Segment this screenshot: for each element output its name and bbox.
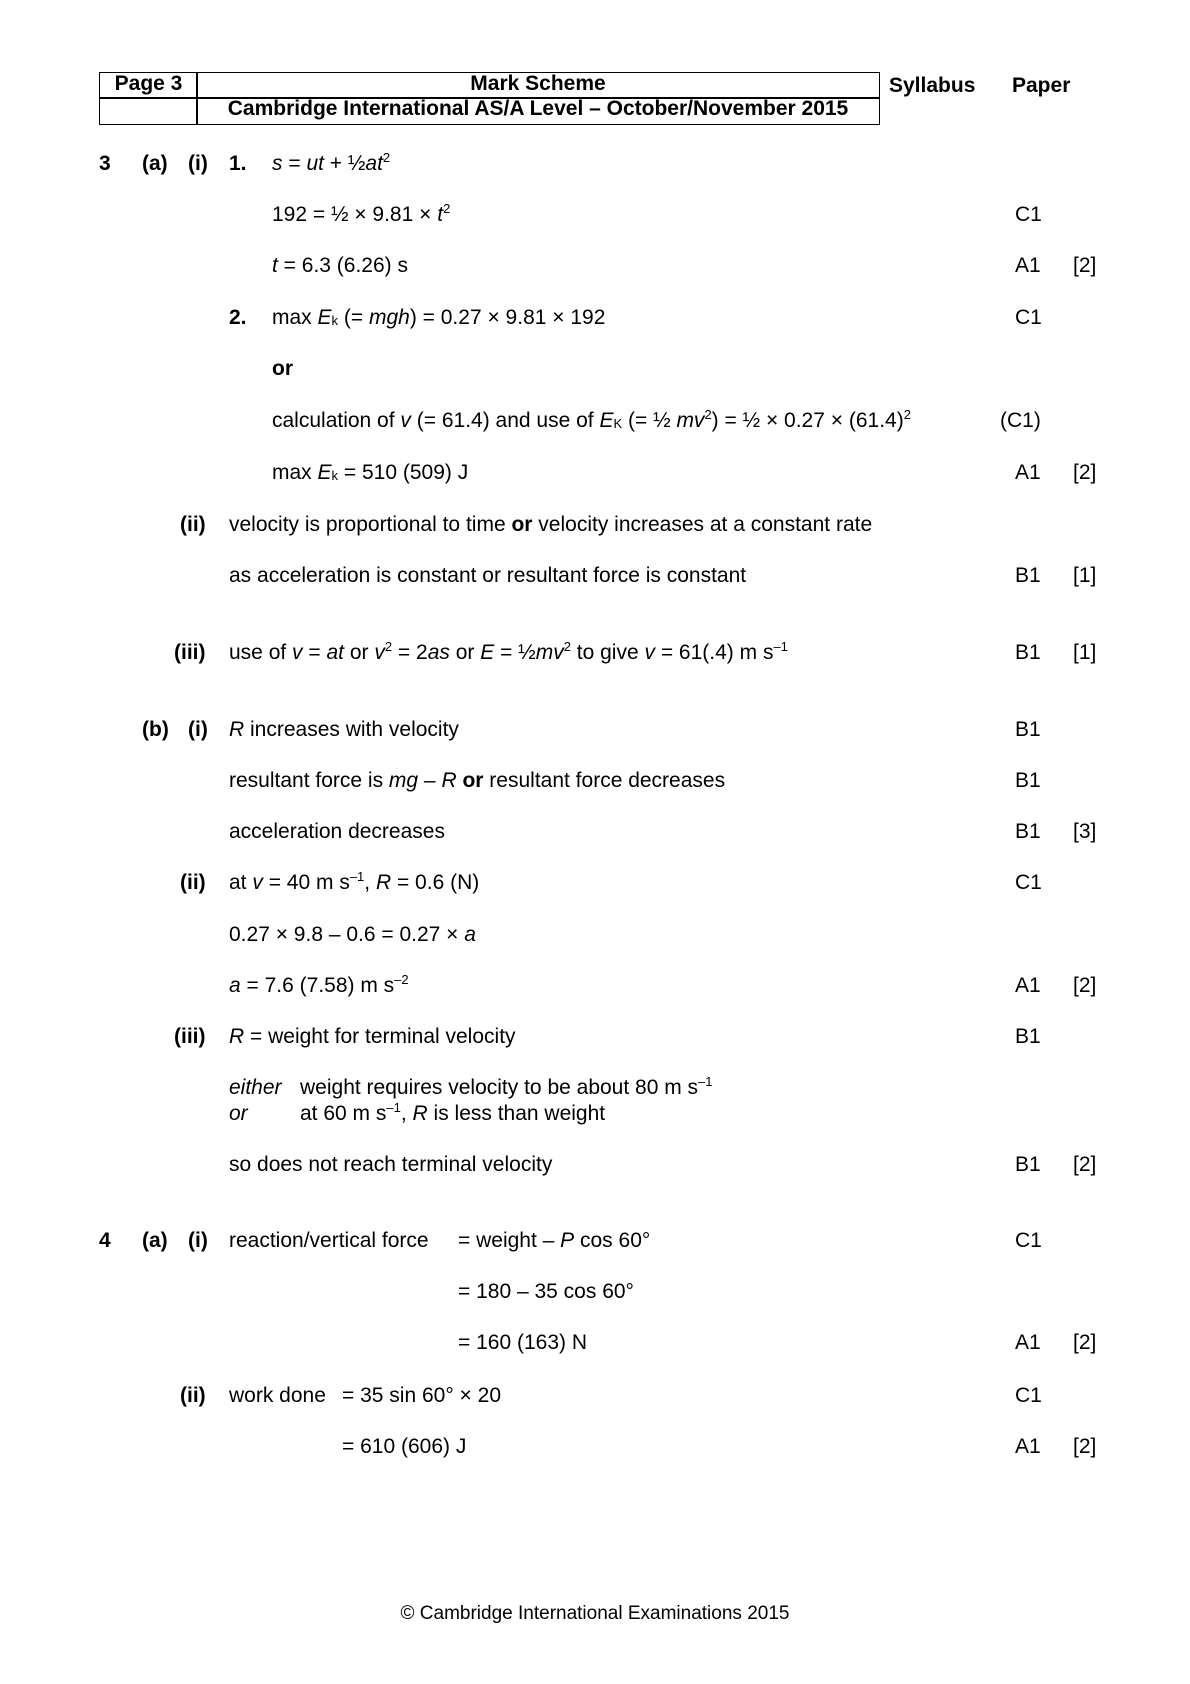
mark-code: C1 [1015, 306, 1042, 329]
header-syllabus: Syllabus [889, 74, 976, 97]
text-line: as acceleration is constant or resultant force is constant [229, 564, 747, 587]
equation-line: s = ut + $\frac{1}{2}at^2$ [272, 150, 391, 175]
mark-code: B1 [1015, 1025, 1041, 1048]
question-number-4: 4 [99, 1229, 111, 1252]
mark-code: A1 [1015, 974, 1041, 997]
mark-total: [1] [1073, 564, 1097, 587]
text-line: resultant force is mg – R or resultant force decreases [229, 769, 726, 792]
answer-line: = 610 (606) J [342, 1435, 467, 1458]
text-line: velocity is proportional to time or velocity increases at a constant rate [229, 513, 873, 536]
page-number: Page 3 [99, 72, 198, 99]
mark-code: C1 [1015, 1384, 1042, 1407]
equation-line: = weight – P cos 60° [458, 1229, 651, 1252]
part-a: (a) [142, 1229, 168, 1252]
equation-line: 192 = ½ × $9.81 \times t^2$ [272, 201, 451, 226]
or-label: or [229, 1102, 248, 1125]
item-1: 1. [229, 152, 247, 175]
text-line: R increases with velocity [229, 718, 459, 741]
header-title: Mark Scheme [196, 72, 880, 99]
mark-code: B1 [1015, 820, 1041, 843]
equation-line: = 35 sin 60° × 20 [342, 1384, 502, 1407]
subpart-i: (i) [188, 152, 208, 175]
answer-line: t = 6.3 (6.26) s [272, 254, 408, 277]
subpart-i: (i) [188, 1229, 208, 1252]
header-empty-cell [99, 97, 198, 125]
equation-line: calculation of v (= 61.4) and use of $E_K$ (= ½ $mv^2$) = ½ × $0.27 \times (61.4)^2$ [272, 407, 911, 432]
mark-code: A1 [1015, 1331, 1041, 1354]
mark-total: [2] [1073, 1435, 1097, 1458]
copyright-footer: © Cambridge International Examinations 2015 [400, 1603, 790, 1624]
answer-line: $\max E_k = 510$ (509) J [272, 461, 469, 484]
equation-line: $\max E_k$ (= mgh) = 0.27 × 9.81 × 192 [272, 306, 606, 329]
subpart-ii: (ii) [180, 1384, 206, 1407]
or-connector: or [272, 357, 293, 380]
mark-code: B1 [1015, 564, 1041, 587]
mark-code: A1 [1015, 461, 1041, 484]
subpart-ii: (ii) [180, 513, 206, 536]
mark-total: [2] [1073, 254, 1097, 277]
mark-code: (C1) [1000, 409, 1041, 432]
answer-line: a = 7.6 (7.58) m $s^{-2}$ [229, 972, 409, 997]
header-paper: Paper [1012, 74, 1071, 97]
subpart-i: (i) [188, 718, 208, 741]
mark-code: A1 [1015, 254, 1041, 277]
equation-line: 0.27 × 9.8 – 0.6 = 0.27 × a [229, 923, 476, 946]
header-subtitle: Cambridge International AS/A Level – October/November 2015 [196, 97, 880, 125]
equation-line: use of v = at or $v^2 = 2as$ or $E = \frac{1}{2}mv^2$ to give v = 61(.4) m $s^{-1}$ [229, 639, 788, 664]
mark-total: [3] [1073, 820, 1097, 843]
equation-line: at v = 40 m $s^{-1}$, R = 0.6 (N) [229, 869, 480, 894]
header-table [99, 72, 880, 125]
mark-code: C1 [1015, 203, 1042, 226]
text-line: reaction/vertical force [229, 1229, 429, 1252]
equation-line: = 180 – 35 cos 60° [458, 1280, 634, 1303]
answer-line: = 160 (163) N [458, 1331, 587, 1354]
mark-total: [1] [1073, 641, 1097, 664]
text-line: at 60 m $s^{-1}$, R is less than weight [300, 1100, 606, 1125]
mark-total: [2] [1073, 461, 1097, 484]
subpart-iii: (iii) [174, 641, 206, 664]
mark-code: A1 [1015, 1435, 1041, 1458]
mark-code: B1 [1015, 641, 1041, 664]
subpart-iii: (iii) [174, 1025, 206, 1048]
subpart-ii: (ii) [180, 871, 206, 894]
mark-code: C1 [1015, 1229, 1042, 1252]
part-a: (a) [142, 152, 168, 175]
mark-total: [2] [1073, 974, 1097, 997]
text-line: R = weight for terminal velocity [229, 1025, 516, 1048]
mark-total: [2] [1073, 1331, 1097, 1354]
mark-code: B1 [1015, 1153, 1041, 1176]
mark-total: [2] [1073, 1153, 1097, 1176]
item-2: 2. [229, 306, 247, 329]
text-line: work done [229, 1384, 326, 1407]
mark-code: C1 [1015, 871, 1042, 894]
text-line: so does not reach terminal velocity [229, 1153, 553, 1176]
mark-code: B1 [1015, 769, 1041, 792]
mark-code: B1 [1015, 718, 1041, 741]
either-label: either [229, 1076, 282, 1099]
text-line: acceleration decreases [229, 820, 445, 843]
question-number-3: 3 [99, 152, 111, 175]
part-b: (b) [142, 718, 169, 741]
text-line: weight requires velocity to be about 80 m $s^{-1}$ [300, 1074, 713, 1099]
